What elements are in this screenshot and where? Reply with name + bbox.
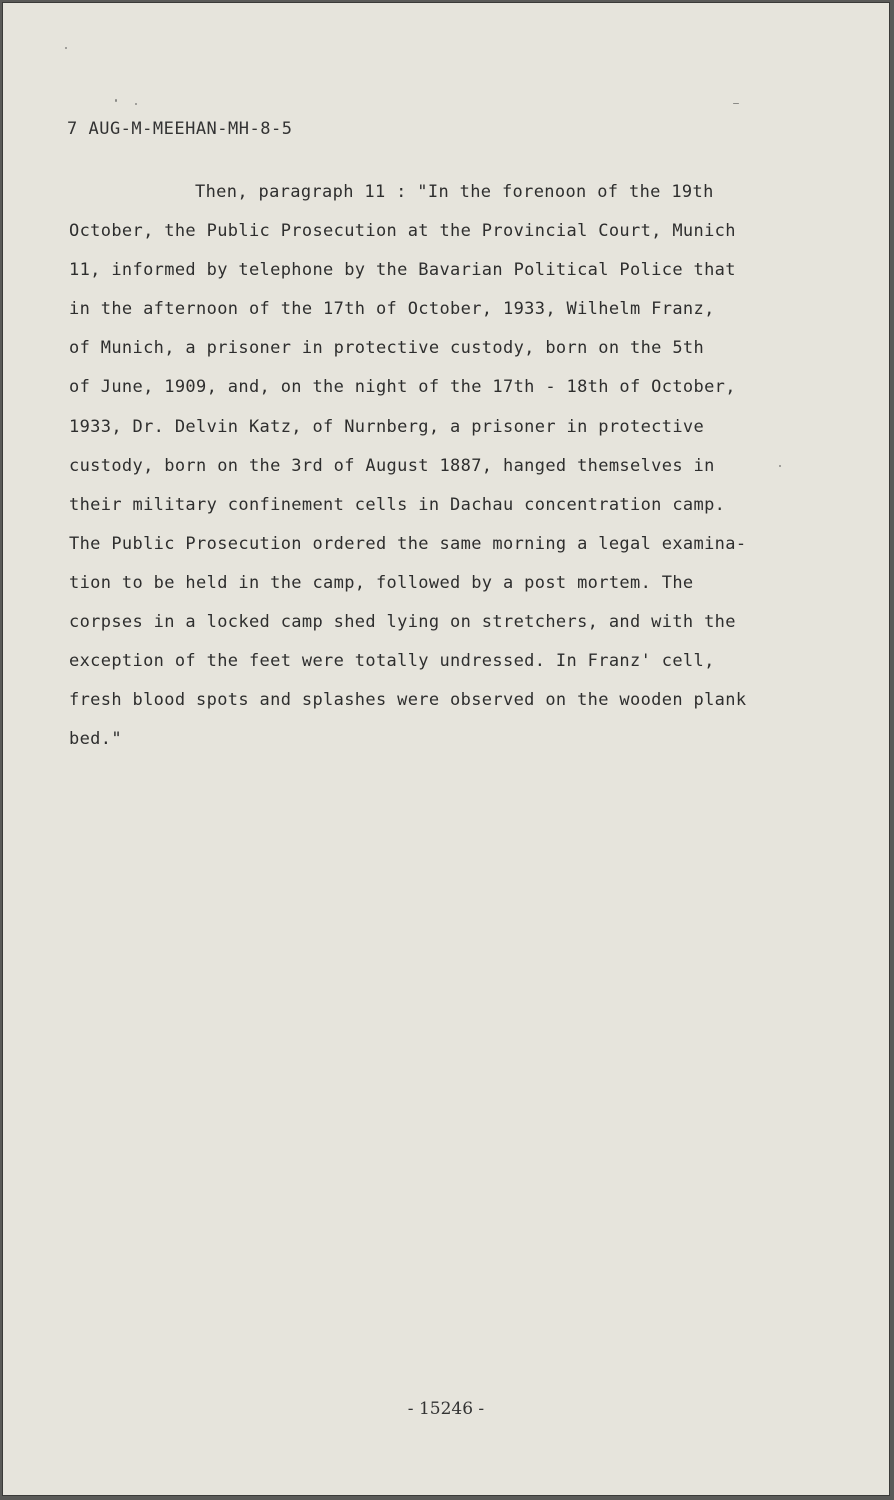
- body-line: bed.": [69, 729, 122, 750]
- body-line: exception of the feet were totally undressed. In Franz' cell,: [69, 651, 715, 672]
- body-line: of Munich, a prisoner in protective custody, born on the 5th: [69, 338, 705, 359]
- body-line: of June, 1909, and, on the night of the 17th - 18th of October,: [69, 377, 736, 398]
- document-body: [69, 173, 829, 759]
- page-number: - 15246 -: [407, 1399, 485, 1419]
- body-line: fresh blood spots and splashes were observed on the wooden plank: [69, 690, 747, 711]
- document-page: [2, 2, 890, 1496]
- body-line: The Public Prosecution ordered the same morning a legal examina-: [69, 533, 747, 554]
- document-header-code: 7 AUG-M-MEEHAN-MH-8-5: [67, 119, 293, 139]
- paper-speck: [135, 103, 137, 105]
- paper-speck: [65, 47, 67, 49]
- paper-speck: [733, 103, 739, 104]
- paper-speck: [779, 465, 781, 467]
- paper-speck: [115, 99, 117, 102]
- body-line: 1933, Dr. Delvin Katz, of Nurnberg, a prisoner in protective: [69, 416, 705, 437]
- body-line: 11, informed by telephone by the Bavarian Political Police that: [69, 260, 736, 281]
- body-line: October, the Public Prosecution at the Provincial Court, Munich: [69, 221, 736, 242]
- body-line: custody, born on the 3rd of August 1887, hanged themselves in: [69, 455, 715, 476]
- body-line: in the afternoon of the 17th of October, 1933, Wilhelm Franz,: [69, 299, 715, 320]
- body-line: tion to be held in the camp, followed by a post mortem. The: [69, 572, 694, 593]
- body-line: Then, paragraph 11 : "In the forenoon of the 19th: [195, 182, 714, 202]
- body-line: corpses in a locked camp shed lying on stretchers, and with the: [69, 612, 736, 633]
- body-line: their military confinement cells in Dachau concentration camp.: [69, 494, 726, 515]
